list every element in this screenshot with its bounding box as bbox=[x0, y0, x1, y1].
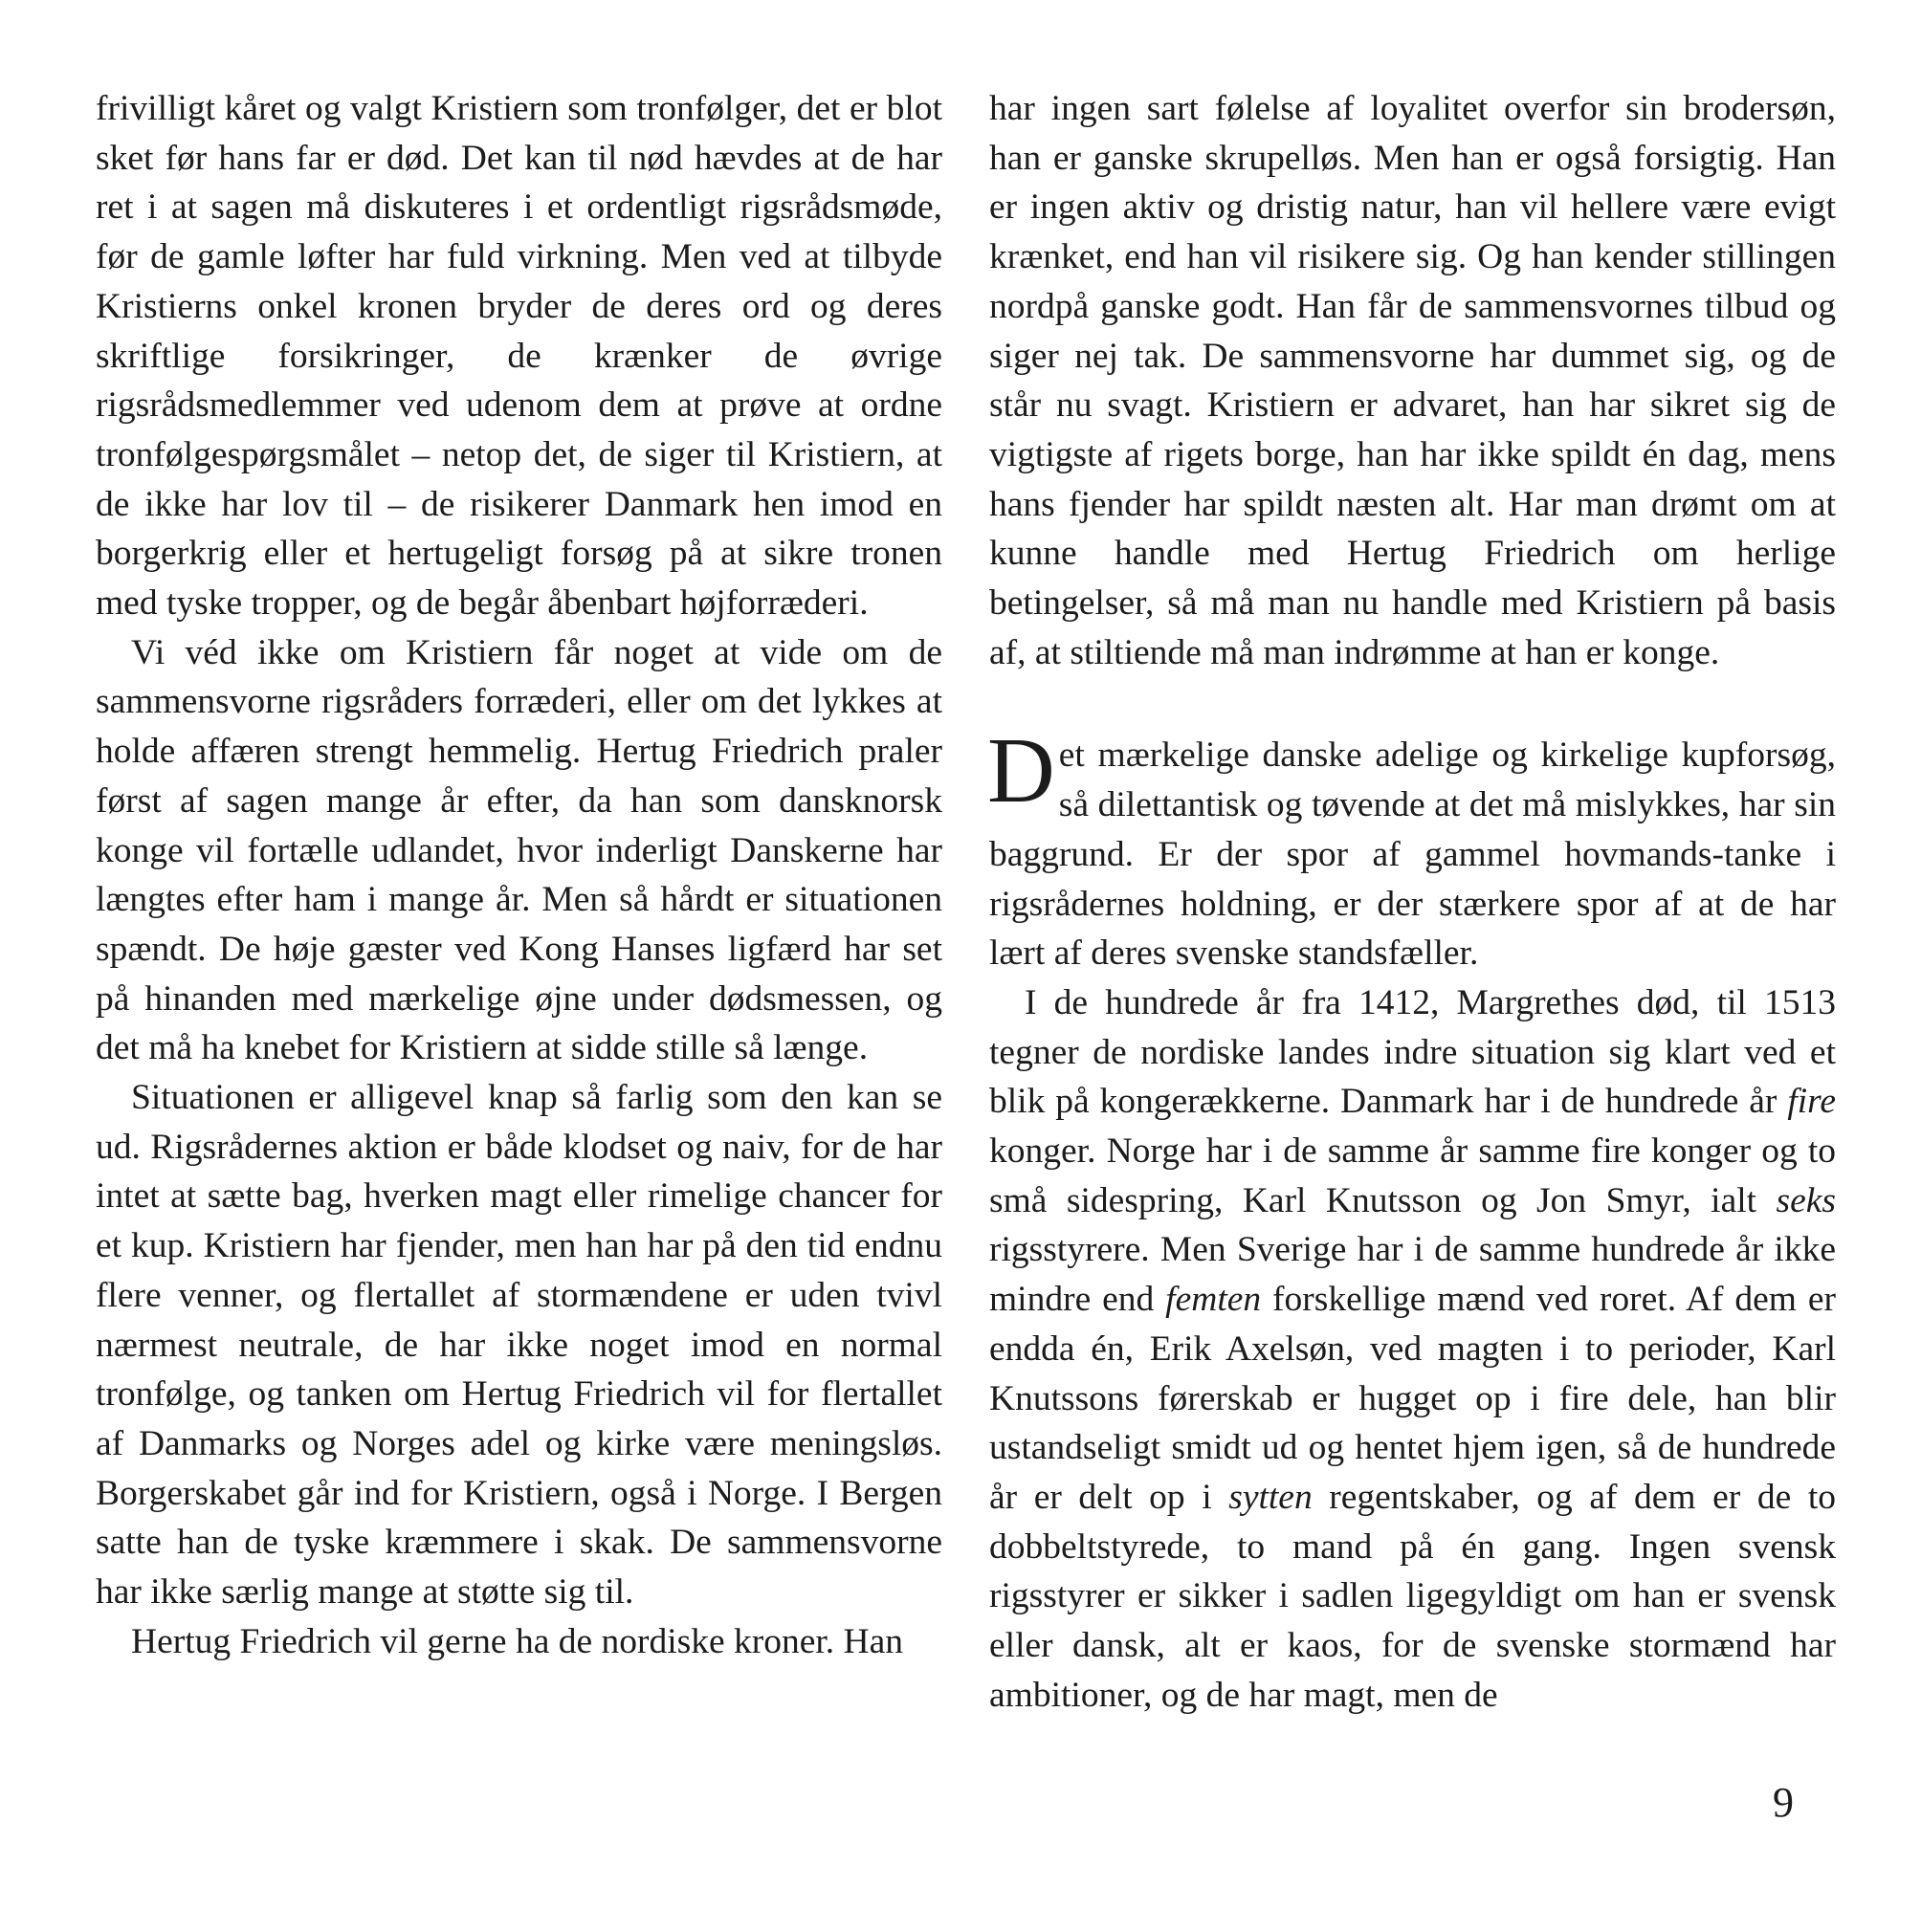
right-text-column bbox=[989, 84, 1836, 1721]
paragraph: har ingen sart følelse af loyalitet overfor sin brodersøn, han er ganske skrupelløs. Men han er også forsigtig. Han er ingen aktiv og dristig natur, han vil hellere være evigt krænket, end han vil risikere sig. Og han kender stillingen nordpå ganske godt. Han får de sammensvornes tilbud og siger nej tak. De sammensvorne har dummet sig, og de står nu svagt. Kristiern er advaret, han har sikret sig de vigtigste af rigets borge, han har ikke spildt én dag, mens hans fjender har spildt næsten alt. Har man drømt om at kunne handle med Hertug Friedrich om herlige betingelser, så må man nu handle med Kristiern på basis af, at stiltiende må man indrømme at han er konge. bbox=[989, 89, 1836, 672]
paragraph-text: et mærkelige danske adelige og kirkelige kupforsøg, så dilettantisk og tøvende at det må mislykkes, har sin baggrund. Er der spor af gammel hovmands-tanke i rigsrådernes holdning, er der stærkere spor af at de har lært af deres svenske standsfæller. bbox=[989, 735, 1836, 974]
left-text-column bbox=[96, 84, 942, 1667]
paragraph: Vi véd ikke om Kristiern får noget at vide om de sammensvorne rigsråders forræderi, eller om det lykkes at holde affæren strengt hemmelig. Hertug Friedrich praler først af sagen mange år efter, da han som dansknorsk konge vil fortælle udlandet, hvor inderligt Danskerne har længtes efter ham i mange år. Men så hårdt er situationen spændt. De høje gæster ved Kong Hanses ligfærd har set på hinanden med mærkelige øjne under dødsmessen, og det må ha knebet for Kristiern at sidde stille så længe. bbox=[96, 632, 942, 1068]
paragraph bbox=[989, 978, 1836, 1721]
paragraph: Hertug Friedrich vil gerne ha de nordiske kroner. Han bbox=[131, 1621, 904, 1661]
paragraph: Situationen er alligevel knap så farlig som den kan se ud. Rigsrådernes aktion er både klodset og naiv, for de har intet at sætte bag, hverken magt eller rimelige chancer for et kup. Kristiern har fjender, men han har på den tid endnu flere venner, og flertallet af stormændene er uden tvivl nærmest neutrale, de har ikke noget imod en normal tronfølge, og tanken om Hertug Friedrich vil for flertallet af Danmarks og Norges adel og kirke være meningsløs. Borgerskabet går ind for Kristiern, også i Norge. I Bergen satte han de tyske kræmmere i skak. De sammensvorne har ikke særlig mange at støtte sig til. bbox=[96, 1078, 942, 1613]
italic-text: sytten bbox=[1228, 1477, 1313, 1517]
italic-text: fire bbox=[1787, 1082, 1836, 1122]
page-number: 9 bbox=[1773, 1779, 1794, 1826]
section-break bbox=[989, 677, 1836, 731]
drop-cap: D bbox=[987, 719, 1055, 823]
text-run: konger. Norge har i de samme år samme fire konger og to små sidespring, Karl Knutsson og Jon Smyr, ialt bbox=[989, 1131, 1836, 1220]
text-run: rigsstyrere. Men Sverige har i de samme hundrede år ikke mindre end bbox=[989, 1230, 1836, 1320]
paragraph: frivilligt kåret og valgt Kristiern som tronfølger, det er blot sket før hans far er død. Det kan til nød hævdes at de har ret i at sagen må diskuteres i et ordentligt rigsrådsmøde, før de gamle løfter har fuld virkning. Men ved at tilbyde Kristierns onkel kronen bryder de deres ord og deres skriftlige forsikringer, de krænker de øvrige rigsrådsmedlemmer ved udenom dem at prøve at ordne tronfølgespørgsmålet – netop det, de siger til Kristiern, at de ikke har lov til – de risikerer Danmark hen imod en borgerkrig eller et hertugeligt forsøg på at sikre tronen med tyske tropper, og de begår åbenbart højforræderi. bbox=[96, 89, 942, 624]
paragraph-with-drop-cap bbox=[987, 719, 1836, 978]
text-run: forskellige mænd ved roret. Af dem er endda én, Erik Axelsøn, ved magten i to perioder, Karl Knutssons førerskab er hugget op i fire dele, han blir ustandseligt smidt ud og hentet hjem igen, så de hundrede år er delt op i bbox=[989, 1280, 1836, 1517]
italic-text: femten bbox=[1165, 1280, 1262, 1320]
italic-text: seks bbox=[1776, 1180, 1836, 1220]
text-run: I de hundrede år fra 1412, Margrethes død, til 1513 tegner de nordiske landes indre situation sig klart ved et blik på kongerækkerne. Danmark har i de hundrede år bbox=[989, 982, 1836, 1122]
text-run: regentskaber, og af dem er de to dobbeltstyrede, to mand på én gang. Ingen svensk rigsstyrer er sikker i sadlen ligegyldigt om han er svensk eller dansk, alt er kaos, for de svenske stormænd har ambitioner, og de har magt, men de bbox=[989, 1477, 1836, 1715]
